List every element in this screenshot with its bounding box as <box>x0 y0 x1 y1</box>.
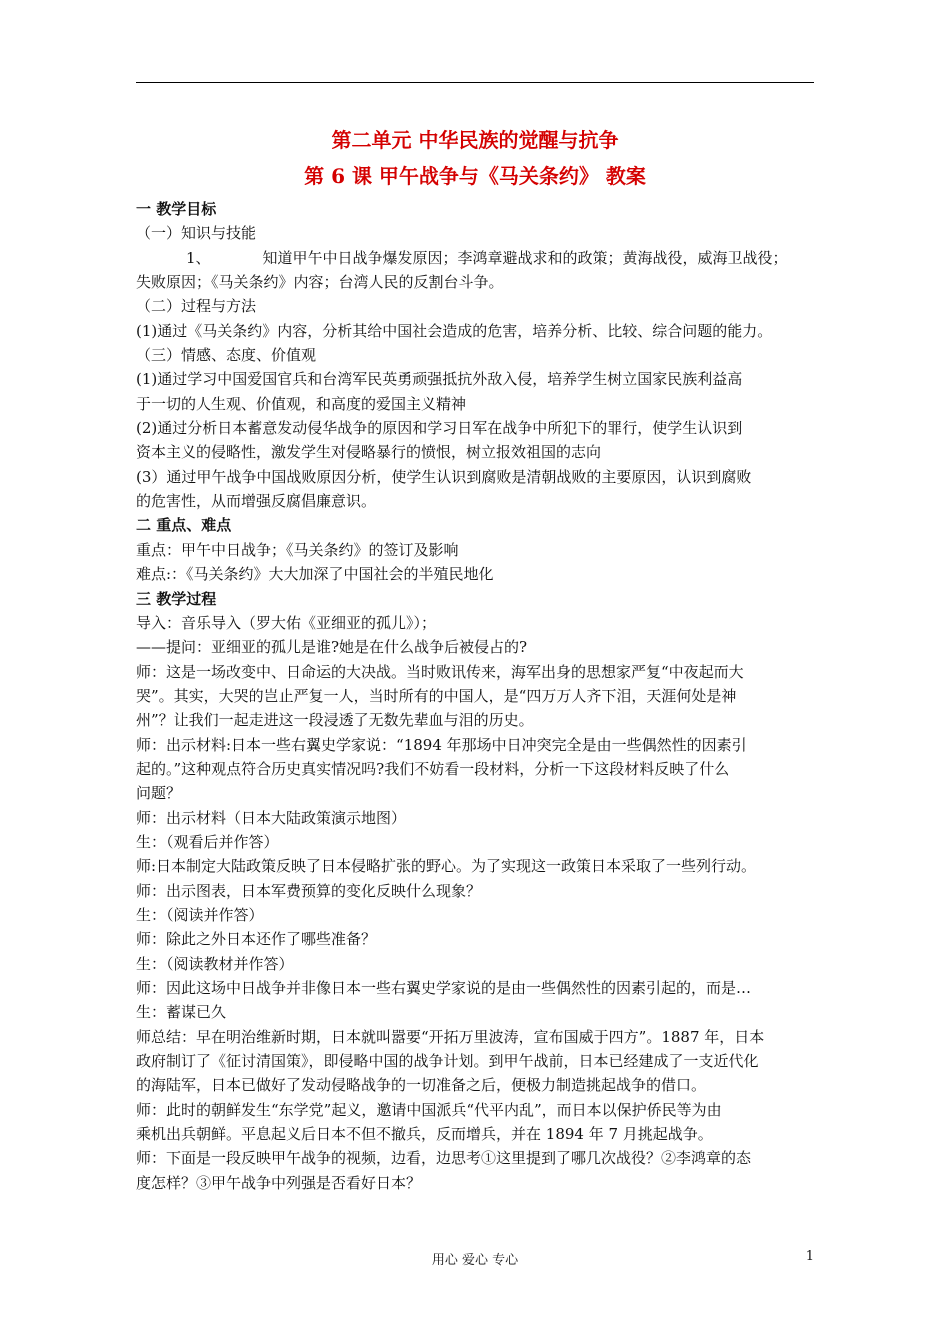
body-line: 师：这是一场改变中、日命运的大决战。当时败讯传来，海军出身的思想家严复“中夜起而大 <box>136 662 744 681</box>
body-line: 度怎样？③甲午战争中列强是否看好日本？ <box>136 1173 422 1192</box>
section-heading: 二 重点、难点 <box>136 516 232 535</box>
section-heading: 三 教学过程 <box>136 589 217 608</box>
body-line: 问题？ <box>136 784 182 803</box>
body-line: 生：蓄谋已久 <box>136 1003 227 1022</box>
header-rule <box>136 82 814 83</box>
body-line: 生：（观看后并作答） <box>136 832 279 851</box>
body-line: 政府制订了《征讨清国策》，即侵略中国的战争计划。到甲午战前，日本已经建成了一支近代化 <box>136 1052 759 1071</box>
body-line: 的危害性，从而增强反腐倡廉意识。 <box>136 492 377 511</box>
body-line: (3）通过甲午战争中国战败原因分析，使学生认识到腐败是清朝战败的主要原因，认识到腐败 <box>136 467 752 486</box>
body-line: 州”？让我们一起走进这一段浸透了无数先辈血与泪的历史。 <box>136 711 534 730</box>
body-line: 师：下面是一段反映甲午战争的视频，边看，边思考①这里提到了哪几次战役？②李鸿章的态 <box>136 1149 752 1168</box>
body-line: 生：（阅读教材并作答） <box>136 954 294 973</box>
body-line: (1)通过学习中国爱国官兵和台湾军民英勇顽强抵抗外敌入侵，培养学生树立国家民族利益高 <box>136 370 743 389</box>
body-line: 师：出示图表，日本军费预算的变化反映什么现象？ <box>136 881 482 900</box>
body-line: 资本主义的侵略性，激发学生对侵略暴行的愤恨，树立报效祖国的志向 <box>136 443 602 462</box>
page-number: 1 <box>805 1249 814 1264</box>
list-number: 1、 <box>186 248 211 267</box>
body-line: 导入：音乐导入（罗大佑《亚细亚的孤儿》）； <box>136 613 437 632</box>
body-line: 师：因此这场中日战争并非像日本一些右翼史学家说的是由一些偶然性的因素引起的，而是… <box>136 979 752 997</box>
body-line: 哭”。其实，大哭的岂止严复一人，当时所有的中国人，是“四万万人齐下泪，天涯何处是神 <box>136 686 737 705</box>
body-line: 师总结：早在明治维新时期，日本就叫嚣要“开拓万里波涛，宣布国威于四方”。1887 年，日本 <box>136 1027 765 1046</box>
body-line: 师：此时的朝鲜发生“东学党”起义，邀请中国派兵“代平内乱”，而日本以保护侨民等为由 <box>136 1100 722 1119</box>
body-line: （一）知识与技能 <box>136 224 257 243</box>
unit-title: 第二单元 中华民族的觉醒与抗争 <box>331 128 619 152</box>
body-line: 师：出示材料:日本一些右翼史学家说：“1894 年那场中日冲突完全是由一些偶然性的因素引 <box>136 735 747 754</box>
footer-motto: 用心 爱心 专心 <box>431 1253 519 1268</box>
body-line: 于一切的人生观、价值观，和高度的爱国主义精神 <box>136 394 467 413</box>
page-footer <box>136 1249 814 1269</box>
body-line <box>136 246 822 270</box>
body-line: （二）过程与方法 <box>136 297 257 316</box>
lesson-title: 第 6 课 甲午战争与《马关条约》 教案 <box>304 164 646 188</box>
body-line: 生：（阅读并作答） <box>136 905 264 924</box>
lesson-body <box>136 197 822 1195</box>
section-heading: 一 教学目标 <box>136 200 217 218</box>
body-line: （三）情感、态度、价值观 <box>136 346 317 365</box>
body-line: 师：出示材料（日本大陆政策演示地图） <box>136 808 407 827</box>
body-line: 起的。”这种观点符合历史真实情况吗?我们不妨看一段材料，分析一下这段材料反映了什么 <box>136 759 730 778</box>
body-line: 乘机出兵朝鲜。平息起义后日本不但不撤兵，反而增兵，并在 1894 年 7 月挑起战争。 <box>136 1125 713 1144</box>
body-line: ——提问：亚细亚的孤儿是谁?她是在什么战争后被侵占的? <box>136 638 528 657</box>
body-line: 重点：甲午中日战争；《马关条约》的签订及影响 <box>136 540 459 559</box>
body-line: 失败原因；《马关条约》内容；台湾人民的反割台斗争。 <box>136 273 504 292</box>
body-line: 难点:：《马关条约》大大加深了中国社会的半殖民地化 <box>136 565 494 584</box>
body-line: (2)通过分析日本蓄意发动侵华战争的原因和学习日军在战争中所犯下的罪行，使学生认识到 <box>136 419 743 438</box>
body-line: 的海陆军，日本已做好了发动侵略战争的一切准备之后，便极力制造挑起战争的借口。 <box>136 1076 707 1095</box>
body-line: 师:日本制定大陆政策反映了日本侵略扩张的野心。为了实现这一政策日本采取了一些列行动。 <box>136 857 757 876</box>
body-line: (1)通过《马关条约》内容，分析其给中国社会造成的危害，培养分析、比较、综合问题的能力。 <box>136 321 773 340</box>
body-line: 师：除此之外日本还作了哪些准备？ <box>136 930 377 949</box>
list-text: 知道甲午中日战争爆发原因；李鸿章避战求和的政策；黄海战役，威海卫战役； <box>262 248 788 267</box>
